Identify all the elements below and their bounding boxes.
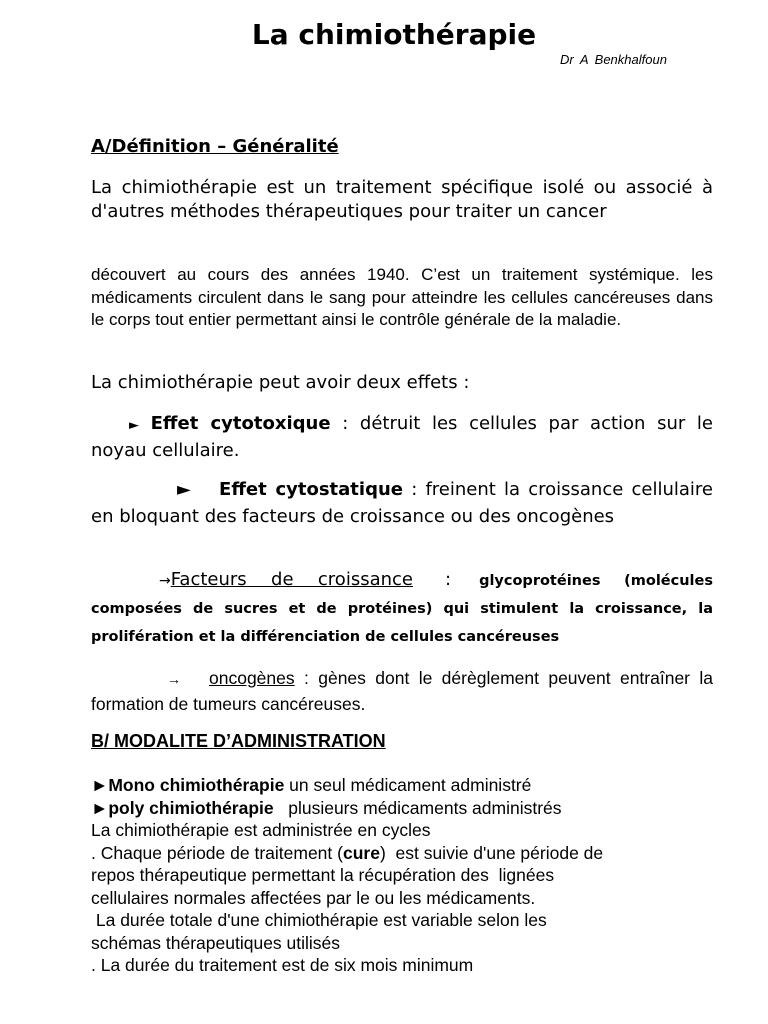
growth-factors-block bbox=[91, 567, 713, 651]
mono-line bbox=[91, 774, 713, 797]
bullet-icon: ► bbox=[91, 797, 109, 818]
poly-term: poly chimiothérapie bbox=[108, 797, 274, 818]
poly-text: plusieurs médicaments administrés bbox=[273, 797, 562, 818]
page-title: La chimiothérapie bbox=[251, 18, 537, 51]
period-text-a: . Chaque période de traitement ( bbox=[91, 842, 343, 863]
section-a-heading: A/Définition – Généralité bbox=[91, 136, 339, 157]
cure-term: cure bbox=[342, 842, 380, 863]
cycles-line: La chimiothérapie est administrée en cycles bbox=[91, 820, 431, 840]
author-name: Dr A Benkhalfoun bbox=[560, 52, 667, 67]
oncogenes-block bbox=[91, 666, 713, 717]
duree-line-3: . La durée du traitement est de six mois minimum bbox=[91, 955, 474, 975]
bullet-icon: ► bbox=[177, 479, 191, 500]
poly-line bbox=[91, 797, 713, 820]
definition-paragraph: La chimiothérapie est un traitement spécifique isolé ou associé à d'autres méthodes thérapeutiques pour traiter un cancer bbox=[91, 177, 713, 222]
arrow-right-icon: → bbox=[159, 573, 171, 589]
growth-factors-text: glycoprotéines (molécules composées de sucres et de protéines) qui stimulent la croissance, la prolifération et la différenciation de cellules cancéreuses bbox=[91, 573, 713, 645]
period-text-b: ) est suivie d'une période de bbox=[379, 842, 604, 863]
growth-factors-term: Facteurs de croissance bbox=[170, 569, 413, 590]
section-b-heading: B/ MODALITE D’ADMINISTRATION bbox=[91, 731, 386, 751]
oncogenes-text: : gènes dont le dérèglement peuvent entraîner la formation de tumeurs cancéreuses. bbox=[91, 668, 713, 714]
administration-block bbox=[91, 774, 713, 977]
bullet-icon: ► bbox=[91, 775, 109, 795]
repos-line: repos thérapeutique permettant la récupération des lignées bbox=[91, 865, 555, 885]
history-paragraph: découvert au cours des années 1940. C’est un traitement systémique. les médicaments circulent dans le sang pour atteindre les cellules cancéreuses dans le corps tout entier permettant ainsi le contrôle générale de la maladie. bbox=[91, 265, 713, 329]
duree-line-2: schémas thérapeutiques utilisés bbox=[91, 932, 341, 953]
mono-term: Mono chimiothérapie bbox=[108, 775, 285, 795]
period-line bbox=[91, 842, 713, 865]
effects-intro: La chimiothérapie peut avoir deux effets : bbox=[91, 372, 470, 393]
arrow-right-icon: → bbox=[167, 671, 181, 687]
effect-cytotoxic-term: Effet cytotoxique bbox=[150, 413, 331, 434]
effect-cytostatic-term: Effet cytostatique bbox=[219, 479, 403, 500]
duree-line-1: La durée totale d'une chimiothérapie est variable selon les bbox=[91, 910, 547, 930]
oncogenes-term: oncogènes bbox=[209, 668, 295, 688]
effect-cytostatic-text: : freinent la croissance cellulaire en bloquant des facteurs de croissance ou des oncogènes bbox=[91, 479, 713, 527]
cellulaires-line: cellulaires normales affectées par le ou les médicaments. bbox=[91, 887, 536, 908]
growth-factors-colon: : bbox=[445, 569, 452, 590]
effect-cytostatic bbox=[91, 476, 713, 530]
bullet-icon: ► bbox=[129, 418, 139, 433]
mono-text: un seul médicament administré bbox=[284, 775, 532, 795]
effect-cytotoxic-text: : détruit les cellules par action sur le noyau cellulaire. bbox=[91, 413, 713, 461]
effect-cytotoxic bbox=[91, 411, 713, 463]
